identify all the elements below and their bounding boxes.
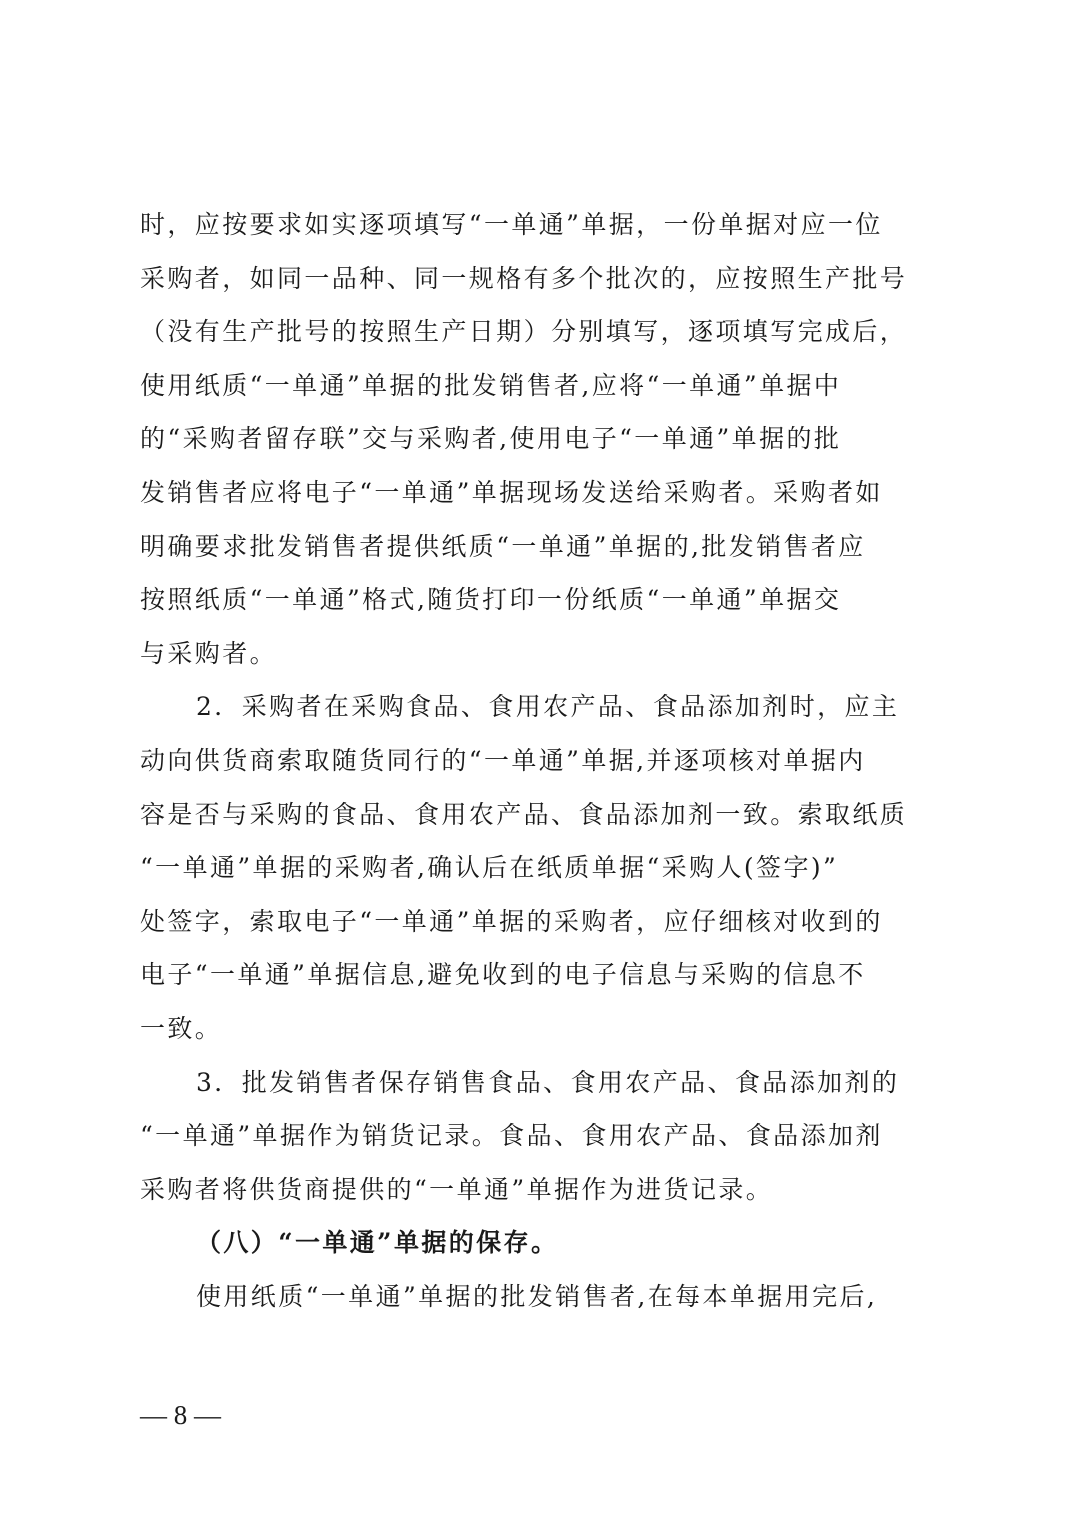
body-line: 动向供货商索取随货同行的“一单通”单据,并逐项核对单据内 bbox=[140, 745, 866, 775]
paragraph-3-start: 3．批发销售者保存销售食品、食用农产品、食品添加剂的 bbox=[196, 1067, 900, 1097]
document-body bbox=[140, 198, 940, 1323]
body-line: 时，应按要求如实逐项填写“一单通”单据，一份单据对应一位 bbox=[140, 210, 883, 239]
body-line: 采购者，如同一品种、同一规格有多个批次的，应按照生产批号 bbox=[140, 263, 908, 293]
section-heading: （八）“一单通”单据的保存。 bbox=[196, 1228, 559, 1258]
body-line: 按照纸质“一单通”格式,随货打印一份纸质“一单通”单据交 bbox=[140, 585, 842, 615]
body-line: “一单通”单据作为销货记录。食品、食用农产品、食品添加剂 bbox=[140, 1121, 883, 1151]
body-line: 明确要求批发销售者提供纸质“一单通”单据的,批发销售者应 bbox=[140, 531, 866, 561]
page-number: — 8 — bbox=[140, 1400, 221, 1430]
body-line: 一致。 bbox=[140, 1013, 223, 1043]
body-line: 容是否与采购的食品、食用农产品、食品添加剂一致。索取纸质 bbox=[140, 799, 908, 829]
body-line: 与采购者。 bbox=[140, 638, 278, 668]
body-line: 发销售者应将电子“一单通”单据现场发送给采购者。采购者如 bbox=[140, 477, 883, 507]
body-line: 处签字，索取电子“一单通”单据的采购者，应仔细核对收到的 bbox=[140, 906, 883, 936]
body-line: 电子“一单通”单据信息,避免收到的电子信息与采购的信息不 bbox=[140, 960, 866, 990]
body-line: 使用纸质“一单通”单据的批发销售者,应将“一单通”单据中 bbox=[140, 370, 842, 400]
body-line: 采购者将供货商提供的“一单通”单据作为进货记录。 bbox=[140, 1174, 774, 1204]
paragraph-start: 使用纸质“一单通”单据的批发销售者,在每本单据用完后, bbox=[196, 1281, 878, 1311]
body-line: 的“采购者留存联”交与采购者,使用电子“一单通”单据的批 bbox=[140, 424, 842, 454]
body-line: “一单通”单据的采购者,确认后在纸质单据“采购人(签字)” bbox=[140, 853, 839, 883]
paragraph-2-start: 2．采购者在采购食品、食用农产品、食品添加剂时，应主 bbox=[196, 692, 900, 722]
body-line: （没有生产批号的按照生产日期）分别填写，逐项填写完成后， bbox=[140, 317, 908, 347]
